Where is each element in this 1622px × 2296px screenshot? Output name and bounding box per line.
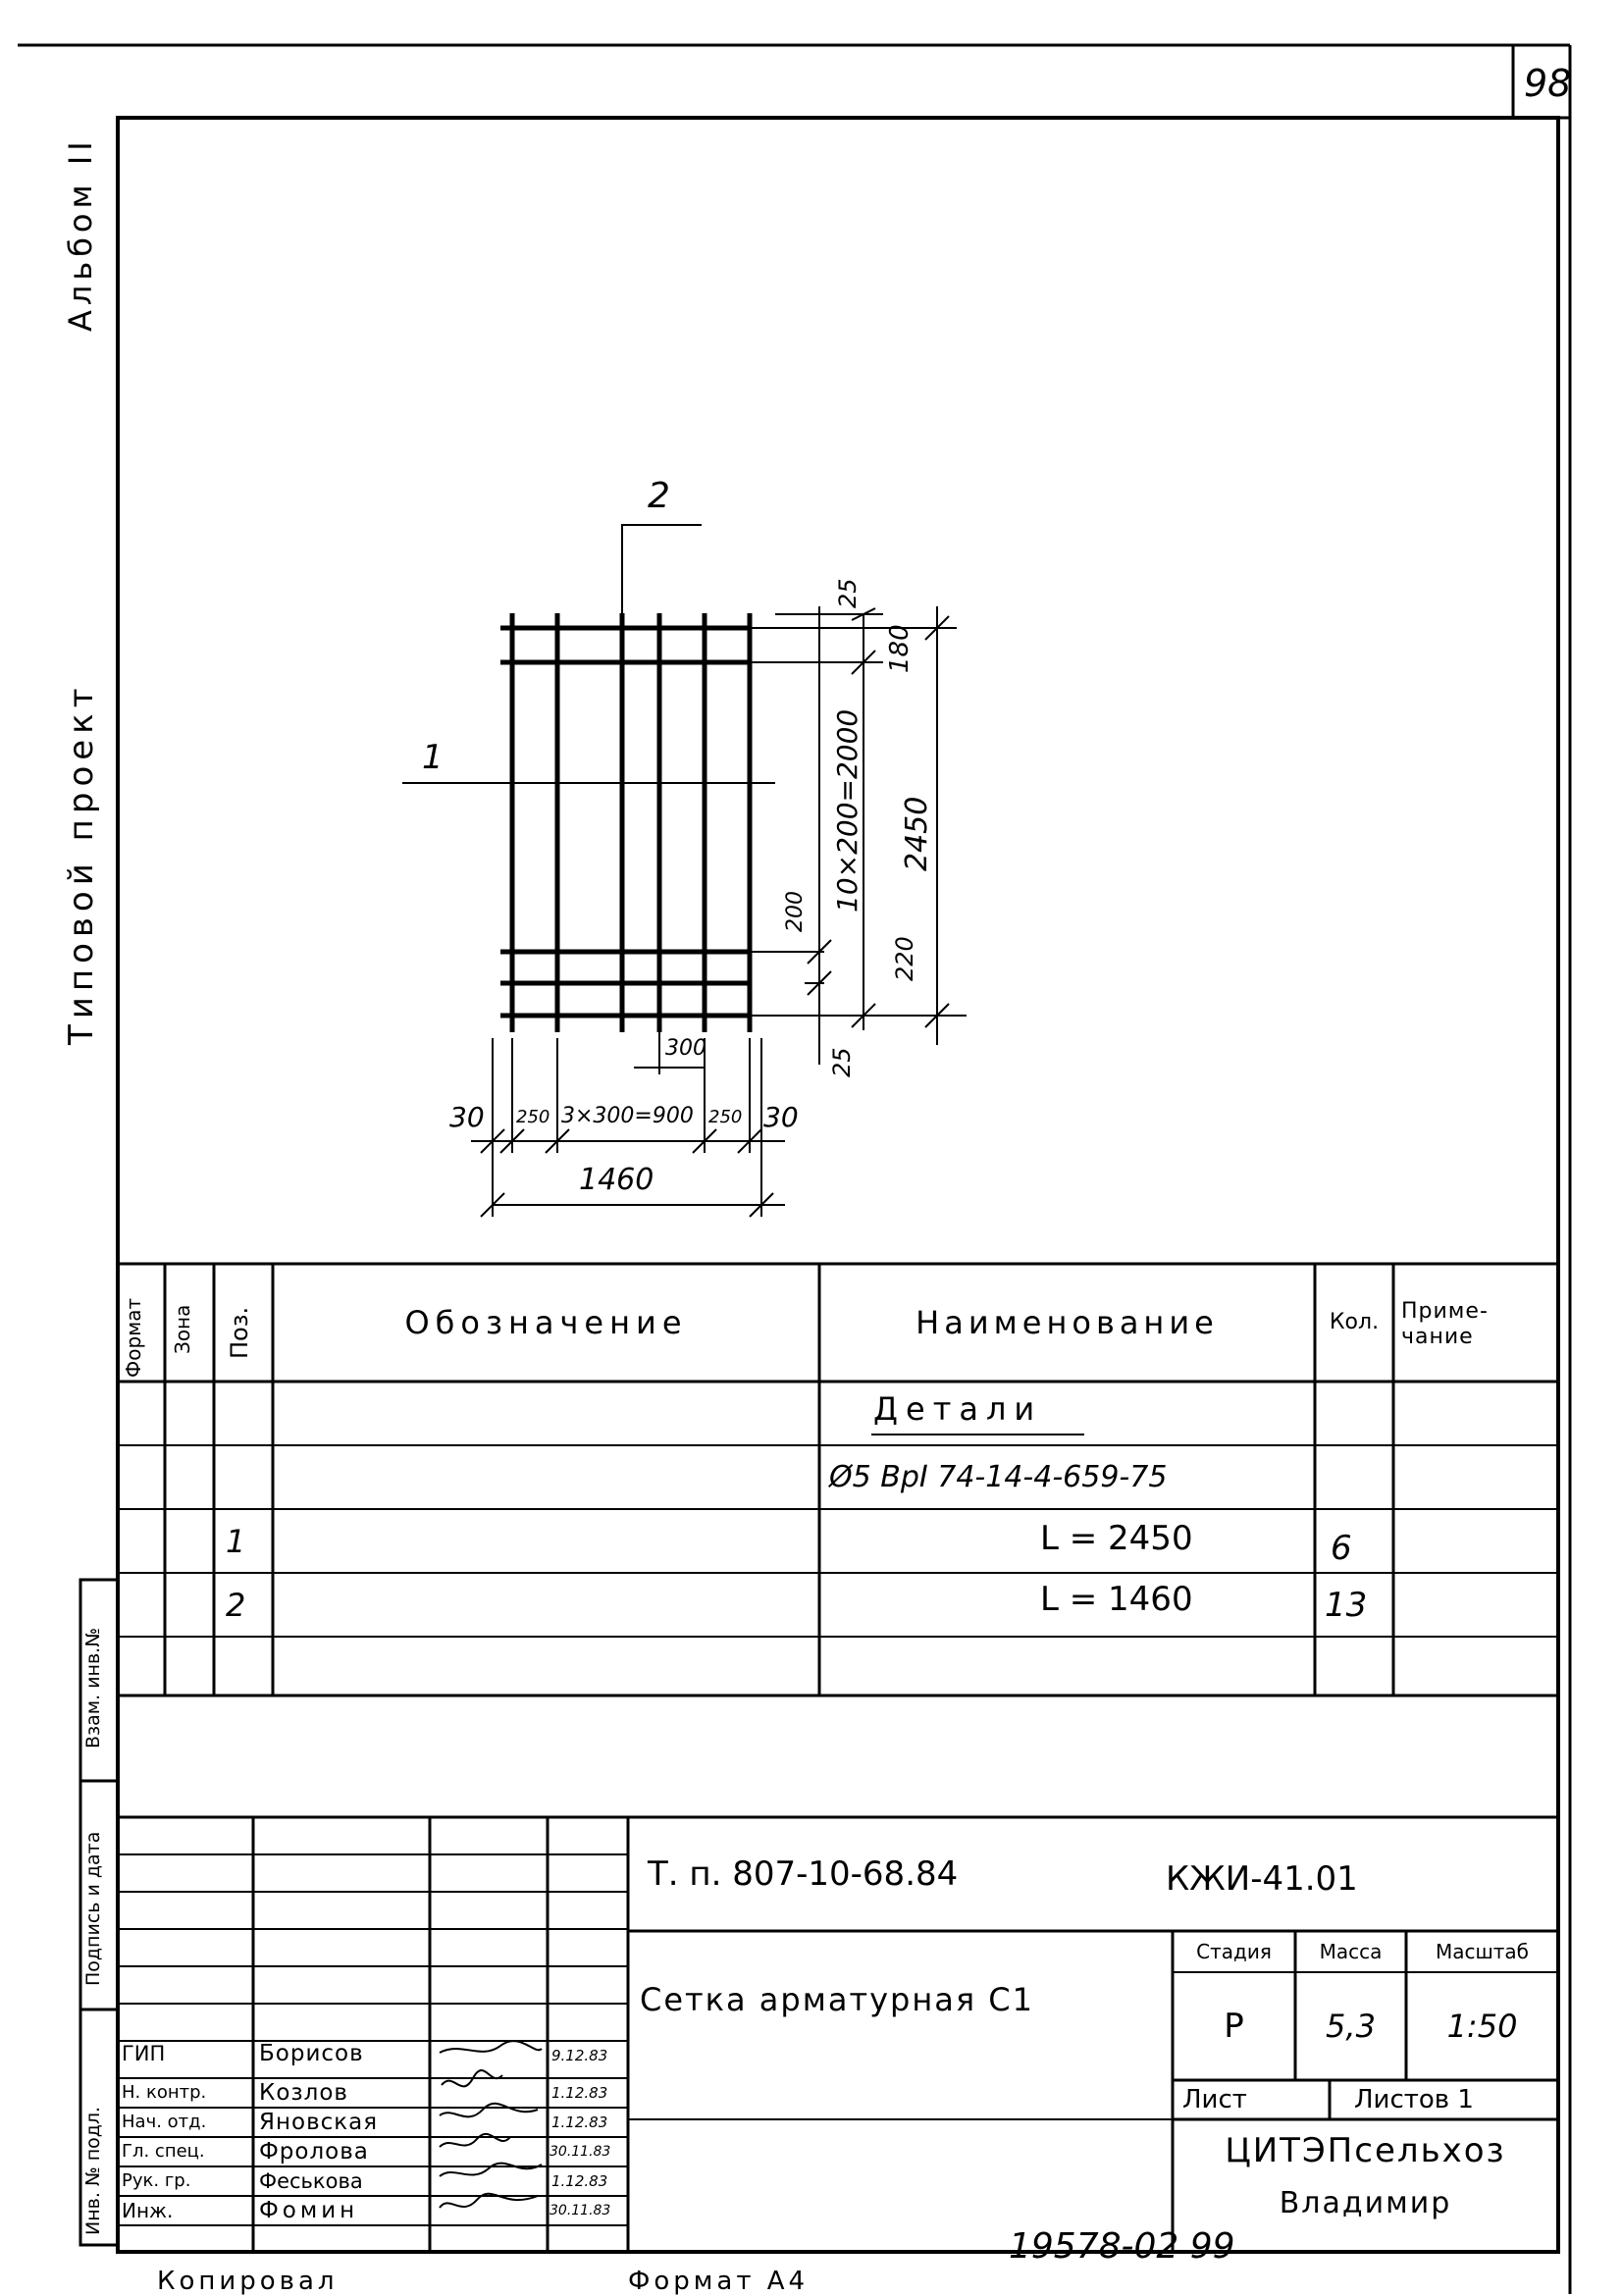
format-label: Формат А4 bbox=[628, 2267, 810, 2296]
dim-180: 180 bbox=[885, 624, 915, 673]
page-number: 98 bbox=[1524, 62, 1572, 105]
staff-role-group-lead: Рук. гр. bbox=[122, 2170, 191, 2191]
header-qty: Кол. bbox=[1329, 1310, 1380, 1334]
sheets-label: Листов 1 bbox=[1354, 2085, 1474, 2114]
dim-top-25: 25 bbox=[834, 578, 862, 608]
header-format: Формат bbox=[122, 1297, 145, 1378]
staff-role-gip: ГИП bbox=[122, 2041, 166, 2065]
row-1-qty: 6 bbox=[1331, 1528, 1352, 1568]
archive-stamp: 19578-02 99 bbox=[1009, 2226, 1235, 2267]
position-2-label: 2 bbox=[648, 476, 670, 516]
album-label: Альбом II bbox=[62, 136, 99, 332]
dim-right-250: 250 bbox=[708, 1107, 743, 1127]
staff-role-norm-control: Н. контр. bbox=[122, 2082, 207, 2103]
row-1-name: L = 2450 bbox=[1040, 1518, 1193, 1558]
drawing-title: Сетка арматурная С1 bbox=[640, 1981, 1034, 2018]
signature-date-label: Подпись и дата bbox=[82, 1831, 104, 1986]
dim-1460: 1460 bbox=[579, 1163, 654, 1197]
staff-name-group-lead: Феськова bbox=[259, 2168, 363, 2193]
sheet-label: Лист bbox=[1182, 2085, 1247, 2114]
scale-header: Масштаб bbox=[1435, 1940, 1530, 1963]
header-pos: Поз. bbox=[226, 1306, 253, 1359]
organization-city: Владимир bbox=[1279, 2186, 1452, 2220]
dim-2450: 2450 bbox=[900, 796, 934, 871]
staff-date-gip: 9.12.83 bbox=[551, 2046, 608, 2064]
project-code: Т. п. 807-10-68.84 bbox=[648, 1854, 959, 1894]
mass-value: 5,3 bbox=[1326, 2008, 1376, 2045]
dim-right-30: 30 bbox=[763, 1101, 799, 1133]
row-2-name: L = 1460 bbox=[1040, 1579, 1193, 1619]
staff-date-group-lead: 1.12.83 bbox=[551, 2171, 608, 2190]
header-zone: Зона bbox=[171, 1304, 194, 1354]
dim-200: 200 bbox=[783, 891, 808, 932]
row-2-qty: 13 bbox=[1325, 1585, 1368, 1625]
section-title: Детали bbox=[873, 1390, 1043, 1428]
copied-by-label: Копировал bbox=[157, 2267, 339, 2296]
document-code: КЖИ-41.01 bbox=[1166, 1859, 1358, 1899]
stage-value: Р bbox=[1224, 2007, 1244, 2046]
dim-cols: 3×300=900 bbox=[561, 1104, 694, 1128]
header-note: Приме-чание bbox=[1401, 1298, 1489, 1349]
inv-zam-label: Взам. инв.№ bbox=[82, 1628, 104, 1748]
header-designation: Обозначение bbox=[404, 1304, 688, 1341]
staff-role-chief-spec: Гл. спец. bbox=[122, 2141, 205, 2162]
scale-value: 1:50 bbox=[1446, 2008, 1518, 2045]
staff-name-gip: Борисов bbox=[259, 2040, 364, 2066]
staff-date-norm-control: 1.12.83 bbox=[551, 2083, 608, 2102]
dim-left-30: 30 bbox=[449, 1101, 485, 1133]
header-name: Наименование bbox=[916, 1304, 1219, 1341]
dim-bottom-25: 25 bbox=[828, 1047, 856, 1077]
staff-name-norm-control: Козлов bbox=[259, 2079, 348, 2106]
row-1-pos: 1 bbox=[226, 1522, 246, 1560]
staff-date-chief-spec: 30.11.83 bbox=[549, 2144, 611, 2160]
project-type-label: Типовой проект bbox=[62, 682, 101, 1045]
staff-role-engineer: Инж. bbox=[122, 2199, 174, 2222]
staff-name-engineer: Фомин bbox=[259, 2197, 359, 2223]
staff-name-dept-head: Яновская bbox=[259, 2109, 379, 2135]
mass-header: Масса bbox=[1319, 1940, 1383, 1963]
row-2-pos: 2 bbox=[226, 1586, 246, 1624]
dim-300: 300 bbox=[665, 1036, 706, 1061]
staff-role-dept-head: Нач. отд. bbox=[122, 2112, 207, 2132]
dim-left-250: 250 bbox=[516, 1107, 550, 1127]
staff-date-dept-head: 1.12.83 bbox=[551, 2113, 608, 2131]
staff-date-engineer: 30.11.83 bbox=[549, 2203, 611, 2218]
staff-name-chief-spec: Фролова bbox=[259, 2138, 369, 2165]
material-spec: Ø5 ВрI 74-14-4-659-75 bbox=[829, 1459, 1168, 1494]
position-1-label: 1 bbox=[422, 738, 444, 777]
dim-220: 220 bbox=[891, 936, 918, 981]
stage-header: Стадия bbox=[1196, 1940, 1272, 1963]
inv-podl-label: Инв. № подл. bbox=[82, 2106, 104, 2235]
dim-rows: 10×200=2000 bbox=[831, 708, 863, 913]
organization-name: ЦИТЭПсельхоз bbox=[1225, 2131, 1506, 2170]
